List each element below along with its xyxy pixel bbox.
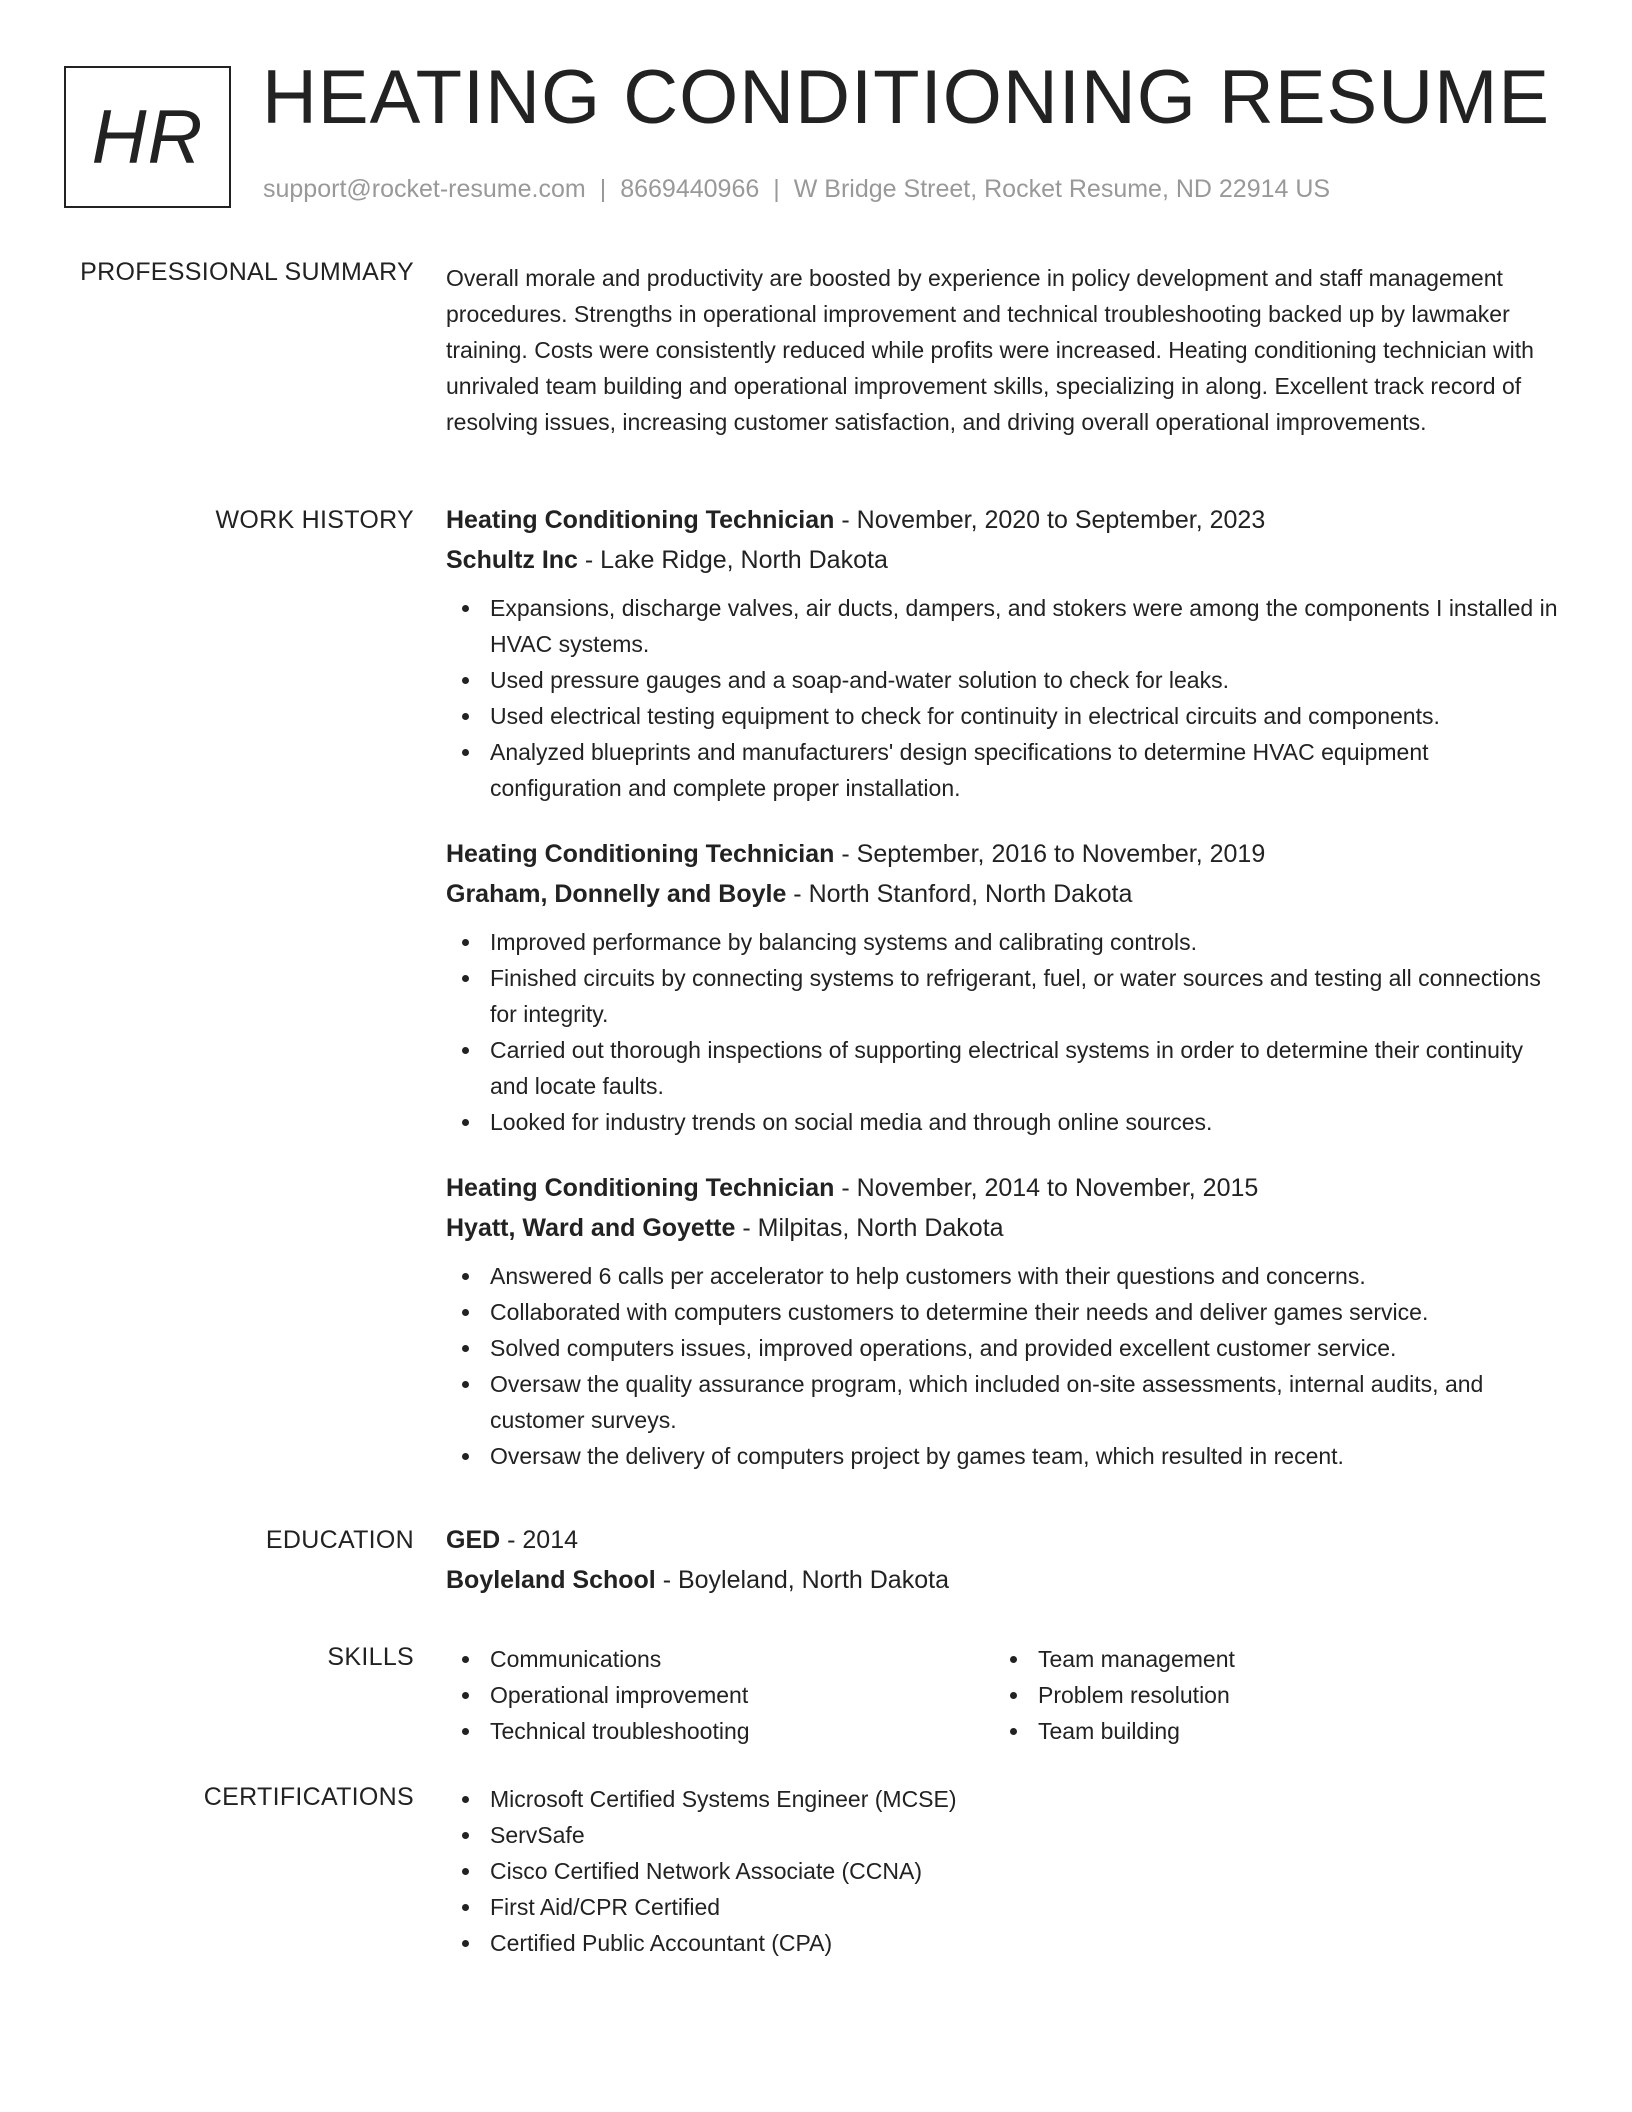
job-title: Heating Conditioning Technician xyxy=(446,506,835,534)
monogram-logo: HR xyxy=(64,66,231,208)
list-item: Analyzed blueprints and manufacturers' design specifications to determine HVAC equipment configuration and complete proper installation. xyxy=(446,734,1566,806)
list-item: Solved computers issues, improved operations, and provided excellent customer service. xyxy=(446,1330,1566,1366)
list-item: Finished circuits by connecting systems to refrigerant, fuel, or water sources and testing all connections for integrity. xyxy=(446,960,1566,1032)
job-dates: - November, 2020 to September, 2023 xyxy=(834,506,1266,534)
job-company: Graham, Donnelly and Boyle xyxy=(446,880,787,908)
job-title-line xyxy=(446,500,1566,540)
list-item: Answered 6 calls per accelerator to help customers with their questions and concerns. xyxy=(446,1258,1566,1294)
job-bullets xyxy=(446,1258,1566,1474)
education-location: - Boyleland, North Dakota xyxy=(655,1566,949,1594)
skill-item: Technical troubleshooting xyxy=(446,1713,994,1749)
job-title: Heating Conditioning Technician xyxy=(446,840,835,868)
contact-separator: | xyxy=(599,175,607,203)
job-company: Schultz Inc xyxy=(446,546,578,574)
education-degree: GED xyxy=(446,1526,501,1554)
job-title: Heating Conditioning Technician xyxy=(446,1174,835,1202)
education-degree-line xyxy=(446,1520,1566,1560)
list-item: Oversaw the quality assurance program, which included on-site assessments, internal audits, and customer surveys. xyxy=(446,1366,1566,1438)
job-location: - Lake Ridge, North Dakota xyxy=(577,546,888,574)
contact-line xyxy=(263,175,1330,204)
contact-address: W Bridge Street, Rocket Resume, ND 22914 US xyxy=(793,175,1331,203)
contact-separator: | xyxy=(773,175,780,203)
skills-list-right xyxy=(994,1641,1542,1749)
skill-item: Team management xyxy=(994,1641,1542,1677)
skills-grid xyxy=(446,1641,1566,1749)
skill-item: Team building xyxy=(994,1713,1542,1749)
certification-item: Microsoft Certified Systems Engineer (MCSE) xyxy=(446,1781,1566,1817)
job-entry xyxy=(446,500,1566,806)
job-company-line xyxy=(446,1208,1566,1248)
job-location: - Milpitas, North Dakota xyxy=(735,1214,1004,1242)
list-item: Collaborated with computers customers to determine their needs and deliver games service. xyxy=(446,1294,1566,1330)
contact-email: support@rocket-resume.com xyxy=(263,175,586,203)
job-entry xyxy=(446,834,1566,1140)
job-bullets xyxy=(446,924,1566,1140)
section-label-certifications: CERTIFICATIONS xyxy=(203,1783,414,1811)
section-label-skills: SKILLS xyxy=(327,1643,414,1671)
job-location: - North Stanford, North Dakota xyxy=(786,880,1133,908)
job-entry xyxy=(446,1168,1566,1474)
certification-item: Cisco Certified Network Associate (CCNA) xyxy=(446,1853,1566,1889)
skills-list-left xyxy=(446,1641,994,1749)
resume-title: HEATING CONDITIONING RESUME xyxy=(262,55,1551,140)
education-school: Boyleland School xyxy=(446,1566,656,1594)
job-dates: - September, 2016 to November, 2019 xyxy=(834,840,1266,868)
job-company: Hyatt, Ward and Goyette xyxy=(446,1214,736,1242)
job-bullets xyxy=(446,590,1566,806)
job-dates: - November, 2014 to November, 2015 xyxy=(834,1174,1259,1202)
section-label-summary: PROFESSIONAL SUMMARY xyxy=(80,258,414,286)
section-label-education: EDUCATION xyxy=(265,1526,414,1554)
certification-item: First Aid/CPR Certified xyxy=(446,1889,1566,1925)
certification-item: ServSafe xyxy=(446,1817,1566,1853)
list-item: Oversaw the delivery of computers project by games team, which resulted in recent. xyxy=(446,1438,1566,1474)
section-label-work: WORK HISTORY xyxy=(215,506,414,534)
summary-text: Overall morale and productivity are boosted by experience in policy development and staff management procedures. Strengths in operational improvement and technical troubleshooting backed up by lawmaker training. Costs were consistently reduced while profits were increased. Heating conditioning technician with unrivaled team building and operational improvement skills, specializing in along. Excellent track record of resolving issues, increasing customer satisfaction, and driving overall operational improvements. xyxy=(446,265,1534,435)
list-item: Looked for industry trends on social media and through online sources. xyxy=(446,1104,1566,1140)
education-year: - 2014 xyxy=(500,1526,579,1554)
contact-phone: 8669440966 xyxy=(620,175,760,203)
list-item: Used pressure gauges and a soap-and-water solution to check for leaks. xyxy=(446,662,1566,698)
certifications-list xyxy=(446,1781,1566,1961)
list-item: Improved performance by balancing systems and calibrating controls. xyxy=(446,924,1566,960)
list-item: Expansions, discharge valves, air ducts, dampers, and stokers were among the components I installed in HVAC systems. xyxy=(446,590,1566,662)
list-item: Carried out thorough inspections of supporting electrical systems in order to determine their continuity and locate faults. xyxy=(446,1032,1566,1104)
skill-item: Communications xyxy=(446,1641,994,1677)
certification-item: Certified Public Accountant (CPA) xyxy=(446,1925,1566,1961)
job-company-line xyxy=(446,540,1566,580)
job-title-line xyxy=(446,1168,1566,1208)
education-school-line xyxy=(446,1560,1566,1600)
job-title-line xyxy=(446,834,1566,874)
skill-item: Problem resolution xyxy=(994,1677,1542,1713)
job-company-line xyxy=(446,874,1566,914)
list-item: Used electrical testing equipment to check for continuity in electrical circuits and components. xyxy=(446,698,1566,734)
skill-item: Operational improvement xyxy=(446,1677,994,1713)
